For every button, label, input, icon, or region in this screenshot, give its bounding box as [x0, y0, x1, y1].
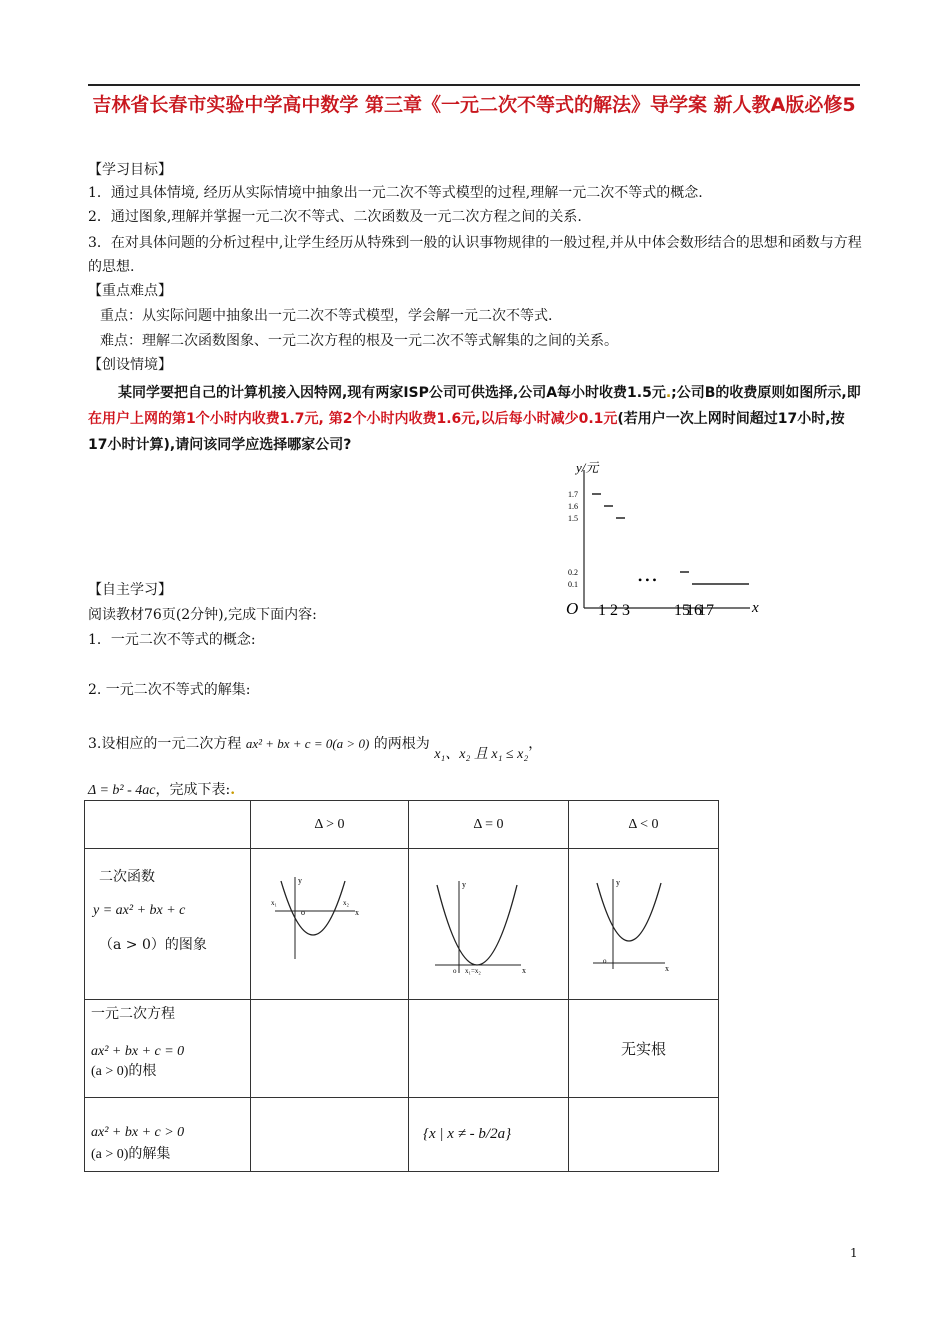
graph2-y-label: y [462, 880, 466, 889]
x-tick-label: 16 [686, 602, 702, 619]
q3-mid: 的两根为 [373, 736, 430, 752]
fee-chart [560, 458, 760, 628]
scenario-part-4: (若用户一次上网时间超过17小时,按17小时计算),请问该同学应选择哪家公司? [88, 411, 845, 453]
label-solution-set: (a > 0)的解集 [91, 1147, 171, 1162]
graph1-x1-label: x₁ [271, 899, 277, 907]
graph2-x-label: x [522, 966, 526, 975]
question-1: 1．一元二次不等式的概念: [88, 632, 256, 648]
emphasis-dot: . [665, 385, 672, 401]
chart-ellipsis: • • • [638, 573, 657, 587]
scenario-paragraph [88, 380, 863, 458]
graph2-parabola [437, 885, 517, 965]
x-tick-label: 2 [610, 602, 618, 619]
x-axis-label: x [752, 600, 759, 616]
keypoints-heading: 【重点难点】 [88, 283, 172, 299]
roots-cell-one-root [409, 1000, 569, 1098]
solution-cell-two-roots [251, 1098, 409, 1172]
summary-table [84, 800, 719, 1172]
goal-item-3: 3．在对具体问题的分析过程中,让学生经历从特殊到一般的认识事物规律的一般过程,并从中体会数形结合的思想和函数与方程的思想. [88, 235, 862, 275]
y-axis-label: y/元 [576, 460, 599, 475]
label-quadratic-function: 二次函数 [99, 869, 155, 885]
emphasis-dot-2: . [230, 782, 236, 798]
y-tick-label: 0.2 [568, 568, 578, 577]
table-row-solution [85, 1098, 719, 1172]
label-quadratic-equation: 一元二次方程 [91, 1006, 175, 1022]
y-tick-label: 1.7 [568, 490, 578, 499]
goals-heading: 【学习目标】 [88, 162, 172, 178]
fill-table-instruction: ，完成下表: [155, 782, 231, 798]
x-tick-label: 17 [698, 602, 714, 619]
graph2-origin: o [453, 967, 457, 975]
q3-prefix: 3.设相应的一元二次方程 [88, 736, 242, 752]
q3-comma: ， [528, 736, 543, 752]
q3-equation: ax² + bx + c = 0(a > 0) [245, 736, 370, 751]
delta-definition: Δ = b² - 4ac [88, 783, 156, 798]
table-header-row [85, 801, 719, 849]
focus-text: 重点：从实际问题中抽象出一元二次不等式模型，学会解一元二次不等式. [100, 308, 553, 324]
difficulty-text: 难点：理解二次函数图象、一元二次方程的根及一元二次不等式解集的之间的关系。 [100, 333, 618, 349]
x-tick-label: 1 [598, 602, 606, 619]
scenario-part-1: 某同学要把自己的计算机接入因特网,现有两家ISP公司可供选择,公司A每小时收费1.5元 [118, 385, 666, 401]
graph3-x-label: x [665, 964, 669, 973]
row-label-solution [85, 1098, 251, 1172]
solution-cell-no-root [569, 1098, 719, 1172]
graph-cell-two-roots [251, 849, 409, 1000]
header-delta-zero: Δ = 0 [409, 801, 569, 849]
goal-item-1: 1．通过具体情境, 经历从实际情境中抽象出一元二次不等式模型的过程,理解一元二次不等式的概念. [88, 185, 703, 201]
header-cell-empty [85, 801, 251, 849]
question-3 [88, 734, 863, 762]
label-function-formula: y = ax² + bx + c [93, 903, 186, 918]
x-tick-label: 15 [674, 602, 690, 619]
solution-set-formula: {x | x ≠ - b/2a} [423, 1126, 512, 1142]
delta-line [88, 780, 863, 801]
graph-one-root [409, 849, 569, 995]
table-row-roots [85, 1000, 719, 1098]
origin-label: O [566, 599, 579, 618]
reading-instruction: 阅读教材76页(2分钟),完成下面内容: [88, 607, 317, 623]
roots-cell-no-root: 无实根 [569, 1000, 719, 1098]
graph3-y-label: y [616, 878, 620, 887]
graph-two-roots [251, 849, 409, 995]
y-tick-label: 0.1 [568, 580, 578, 589]
y-tick-label: 1.5 [568, 514, 578, 523]
label-graph-of: （a > 0）的图象 [99, 937, 207, 953]
row-label-roots [85, 1000, 251, 1098]
roots-cell-two-roots [251, 1000, 409, 1098]
solution-cell-one-root [409, 1098, 569, 1172]
header-delta-negative: Δ < 0 [569, 801, 719, 849]
graph-cell-no-root [569, 849, 719, 1000]
question-2: 2. 一元二次不等式的解集: [88, 682, 251, 698]
graph1-x-label: x [355, 908, 359, 917]
header-delta-positive: Δ > 0 [251, 801, 409, 849]
graph1-x2-label: x₂ [343, 899, 349, 907]
graph1-origin: o [301, 908, 305, 917]
graph1-parabola [281, 881, 345, 935]
page-title: 吉林省长春市实验中学高中数学 第三章《一元二次不等式的解法》导学案 新人教A版必修5 [92, 94, 856, 116]
y-tick-label: 1.6 [568, 502, 578, 511]
scenario-red-text: 在用户上网的第1个小时内收费1.7元, 第2个小时内收费1.6元,以后每小时减少0.1元 [88, 411, 618, 427]
q3-roots: x₁、x₂ 且 x₁ ≤ x₂ [434, 747, 529, 762]
graph3-parabola [597, 883, 661, 941]
label-roots-of: (a > 0)的根 [91, 1064, 157, 1079]
label-inequality-formula: ax² + bx + c > 0 [91, 1125, 185, 1140]
page-number: 1 [850, 1246, 858, 1260]
header-rule [88, 84, 860, 86]
graph-cell-one-root [409, 849, 569, 1000]
chart-background [560, 458, 760, 628]
graph3-origin: o [603, 957, 607, 965]
x-tick-label: 3 [622, 602, 630, 619]
goal-item-2: 2．通过图象,理解并掌握一元二次不等式、二次函数及一元二次方程之间的关系. [88, 209, 582, 225]
row-label-graph [85, 849, 251, 1000]
table-row-graph [85, 849, 719, 1000]
scenario-heading: 【创设情境】 [88, 357, 172, 373]
graph-no-root [569, 849, 719, 995]
graph2-x1x2-label: x₁=x₂ [465, 967, 481, 975]
scenario-part-2: ;公司B的收费原则如图所示,即 [671, 385, 861, 401]
self-study-heading: 【自主学习】 [88, 582, 172, 598]
label-equation-formula: ax² + bx + c = 0 [91, 1044, 185, 1059]
graph1-y-label: y [298, 876, 302, 885]
